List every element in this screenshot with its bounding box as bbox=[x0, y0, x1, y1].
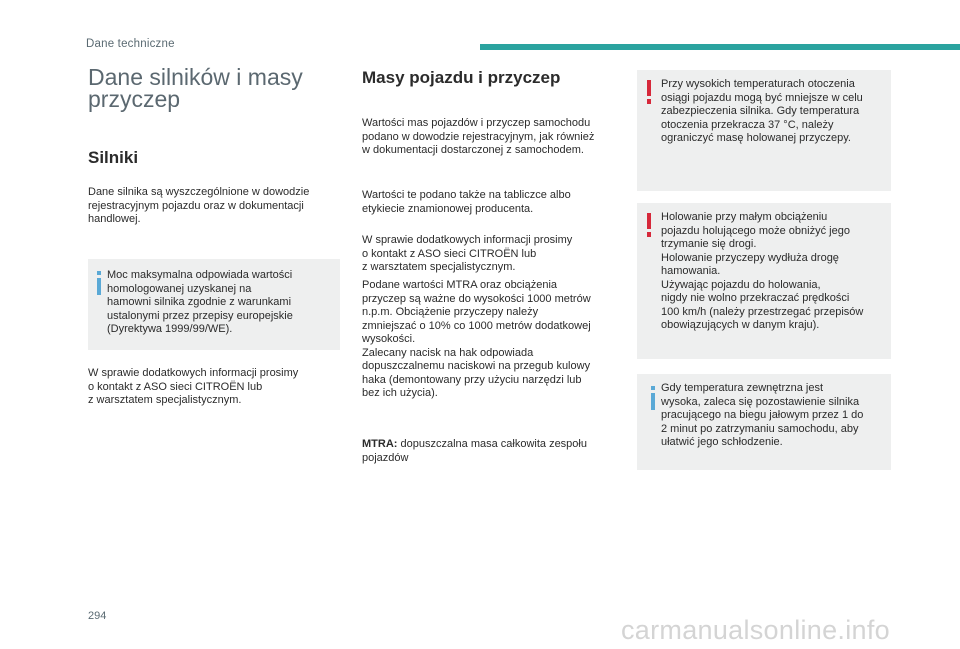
contact-paragraph: W sprawie dodatkowych informacji prosimy o kontakt z ASO sieci CITROËN lub z warsztatem specjalistycznym. bbox=[88, 367, 299, 406]
header-rule bbox=[480, 44, 960, 50]
mtra-text: dopuszczalna masa całkowita zespołu pojazdów bbox=[362, 438, 587, 464]
masy-paragraph-2: Wartości te podano także na tabliczce albo etykiecie znamionowej producenta. bbox=[362, 189, 571, 215]
warning-box-towing bbox=[637, 203, 891, 359]
warning-box-temperature bbox=[637, 70, 891, 191]
warning-icon bbox=[645, 80, 653, 104]
info-icon bbox=[93, 271, 105, 295]
watermark: carmanualsonline.info bbox=[621, 615, 890, 645]
info-icon bbox=[647, 386, 659, 410]
info-note-box bbox=[88, 259, 340, 350]
info-note-text: Moc maksymalna odpowiada wartości homologowanej uzyskanej na hamowni silnika zgodnie z warunkami ustalonymi przez przepisy europejskie (Dyrektywa 1999/99/WE). bbox=[107, 269, 293, 335]
page-number: 294 bbox=[88, 610, 107, 622]
warning-icon bbox=[645, 213, 653, 237]
masy-paragraph-4: Podane wartości MTRA oraz obciążenia przyczep są ważne do wysokości 1000 metrów n.p.m. Obciążenie przyczepy należy zmniejszać o 10% co 1000 metrów dodatkowej wysokości. Zalecany nacisk na hak odpowiada dopuszczalnemu naciskowi na przegub kulowy haka (demontowany przy użyciu narzędzi lub bez ich użycia). bbox=[362, 279, 591, 399]
warning-text-2: Holowanie przy małym obciążeniu pojazdu holującego może obniżyć jego trzymanie się drogi. Holowanie przyczepy wydłuża drogę hamowania. Używając pojazdu do holowania, nigdy nie wolno przekraczać prędkości 100 km/h (należy przestrzegać przepisów obowiązujących w danym kraju). bbox=[661, 211, 864, 331]
info-box-cooling bbox=[637, 374, 891, 470]
mtra-definition bbox=[362, 438, 624, 465]
silniki-paragraph: Dane silnika są wyszczególnione w dowodzie rejestracyjnym pojazdu oraz w dokumentacji handlowej. bbox=[88, 186, 310, 225]
silniki-heading: Silniki bbox=[88, 148, 139, 167]
masy-paragraph-1: Wartości mas pojazdów i przyczep samochodu podano w dowodzie rejestracyjnym, jak również w dokumentacji dostarczonej z samochodem. bbox=[362, 117, 595, 156]
mtra-label: MTRA: bbox=[362, 438, 398, 450]
page-title: Dane silników i masy przyczep bbox=[88, 64, 303, 112]
info-text-2: Gdy temperatura zewnętrzna jest wysoka, zaleca się pozostawienie silnika pracującego na biegu jałowym przez 1 do 2 minut po zatrzymaniu samochodu, aby ułatwić jego schłodzenie. bbox=[661, 382, 864, 448]
warning-text-1: Przy wysokich temperaturach otoczenia osiągi pojazdu mogą być mniejsze w celu zabezpieczenia silnika. Gdy temperatura otoczenia przekracza 37 °C, należy ograniczyć masę holowanej przyczepy. bbox=[661, 78, 863, 144]
section-header: Dane techniczne bbox=[86, 38, 175, 50]
masy-paragraph-3: W sprawie dodatkowych informacji prosimy o kontakt z ASO sieci CITROËN lub z warsztatem specjalistycznym. bbox=[362, 234, 573, 273]
masy-heading: Masy pojazdu i przyczep bbox=[362, 68, 561, 87]
